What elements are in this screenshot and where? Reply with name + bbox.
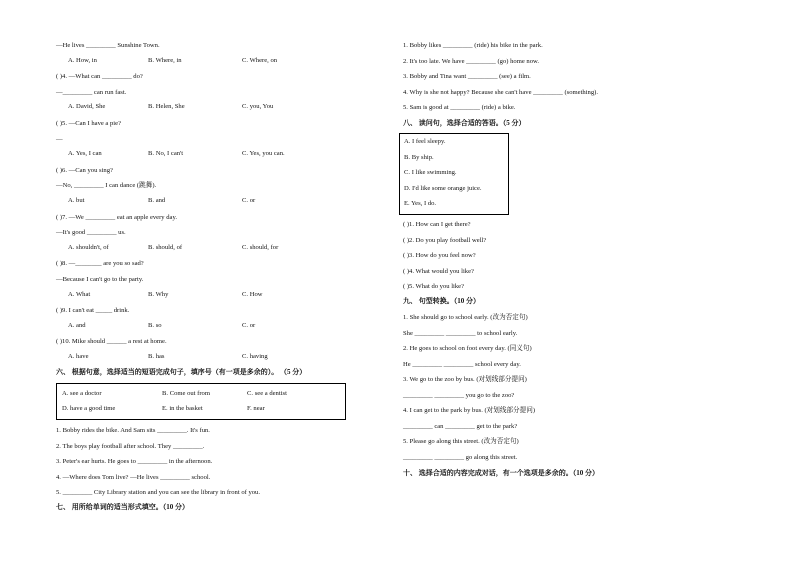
question-line: 5. Please go along this street. (改为否定句) [403, 438, 519, 445]
option-text: C. should, for [242, 243, 279, 251]
option-text: A. but [68, 197, 85, 204]
question-line: 1. Bobby likes _________ (ride) his bike in the park. [403, 42, 543, 49]
option-text: F. near [247, 405, 265, 412]
question-line: ( )5. What do you like? [403, 283, 465, 290]
question-line: ( )4. —What can _________ do? [56, 73, 143, 81]
option-text: C. Where, on [242, 56, 278, 64]
section-heading: 十、 选择合适的内容完成对话，有一个选项是多余的。（10 分） [403, 469, 599, 477]
answer-option: D. I'd like some orange juice. [404, 184, 482, 192]
question-line: —He lives _________ Sunshine Town. [56, 42, 160, 49]
option-text: A. have [68, 353, 89, 360]
question-line: 2. The boys play football after school. They _________. [56, 442, 205, 450]
option-text: A. How, in [68, 56, 97, 64]
question-line: 2. He goes to school on foot every day. (同义句) [403, 345, 532, 352]
question-line: 5. _________ City Library station and you can see the library in front of you. [56, 489, 260, 496]
answer-option: C. I like swimming. [404, 169, 457, 176]
answer-option: B. By ship. [404, 153, 434, 161]
question-line: ( )8. —________ are you so sad? [56, 260, 144, 268]
question-line: 3. We go to the zoo by bus. (对划线部分提问) [403, 376, 527, 383]
option-text: C. you, You [242, 103, 274, 111]
question-line: 4. Why is she not happy? Because she can't have _________ (something). [403, 88, 598, 96]
question-line: ( )7. —We _________ eat an apple every day. [56, 213, 177, 221]
options-box [56, 383, 346, 420]
option-text: C. or [242, 197, 256, 204]
option-text: A. see a doctor [62, 390, 102, 397]
section-heading: 九、 句型转换。（10 分） [403, 297, 480, 305]
question-line: 2. It's too late. We have _________ (go) home now. [403, 57, 539, 65]
question-line: ( )4. What would you like? [403, 267, 474, 275]
option-text: B. Come out from [162, 390, 210, 397]
option-text: E. in the basket [162, 405, 203, 412]
question-line: ( )5. —Can I have a pie? [56, 120, 121, 127]
question-line: 3. Peter's ear hurts. He goes to _________ in the afternoon. [56, 458, 213, 465]
question-line: She _________ _________ to school early. [403, 329, 518, 337]
section-heading: 六、 根据句意，选择适当的短语完成句子，填序号（有一项是多余的）。 （5 分） [56, 368, 307, 376]
question-line: ( )2. Do you play football well? [403, 236, 487, 244]
question-line: —_________ can run fast. [56, 88, 127, 96]
option-text: C. or [242, 321, 256, 329]
question-line: 3. Bobby and Tina want _________ (see) a film. [403, 73, 531, 80]
question-line: _________ can _________ get to the park? [403, 422, 518, 430]
option-text: B. and [148, 197, 166, 204]
option-text: A. and [68, 321, 86, 329]
option-text: B. so [148, 321, 162, 329]
option-text: B. Why [148, 290, 169, 298]
question-line: _________ _________ go along this street. [403, 453, 518, 461]
option-text: B. Helen, She [148, 103, 185, 111]
option-text: D. have a good time [62, 405, 116, 412]
option-text: B. should, of [148, 243, 183, 251]
answers-box [399, 133, 509, 215]
question-line: _________ _________ you go to the zoo? [403, 391, 515, 399]
option-text: A. David, She [68, 103, 106, 111]
question-line: ( )3. How do you feel now? [403, 252, 476, 259]
option-text: A. shouldn't, of [68, 243, 109, 251]
question-line: —No, _________ I can dance (跳舞). [56, 182, 157, 190]
question-line: — [56, 135, 63, 143]
question-line: —Because I can't go to the party. [56, 276, 144, 283]
section-heading: 七、 用所给单词的适当形式填空。（10 分） [56, 503, 189, 511]
question-line: 1. She should go to school early. (改为否定句) [403, 314, 528, 321]
section-heading: 八、 读问句，选择合适的答语。（5 分） [403, 119, 526, 127]
question-line: 4. —Where does Tom live? —He lives _________ school. [56, 473, 211, 481]
question-line: ( )1. How can I get there? [403, 221, 471, 228]
option-text: B. has [148, 353, 165, 360]
question-line: —It's good _________ us. [56, 229, 126, 237]
question-line: He _________ _________ school every day. [403, 360, 521, 368]
question-line: ( )10. Mike should ______ a rest at home. [56, 338, 167, 346]
option-text: C. having [242, 353, 268, 360]
question-line: ( )9. I can't eat _____ drink. [56, 307, 130, 315]
question-line: 1. Bobby rides the bike. And Sam sits _________. It's fun. [56, 427, 210, 434]
option-text: A. Yes, I can [68, 150, 102, 158]
option-text: C. see a dentist [247, 390, 287, 397]
question-line: 5. Sam is good at _________ (ride) a bike. [403, 104, 516, 111]
option-text: B. Where, in [148, 56, 182, 64]
option-text: C. Yes, you can. [242, 150, 285, 158]
option-text: A. What [68, 290, 91, 298]
answer-option: E. Yes, I do. [404, 200, 437, 207]
question-line: 4. I can get to the park by bus. (对划线部分提问) [403, 407, 536, 414]
option-text: C. How [242, 290, 263, 298]
answer-option: A. I feel sleepy. [404, 138, 446, 145]
question-line: ( )6. —Can you sing? [56, 166, 113, 174]
option-text: B. No, I can't [148, 150, 184, 158]
